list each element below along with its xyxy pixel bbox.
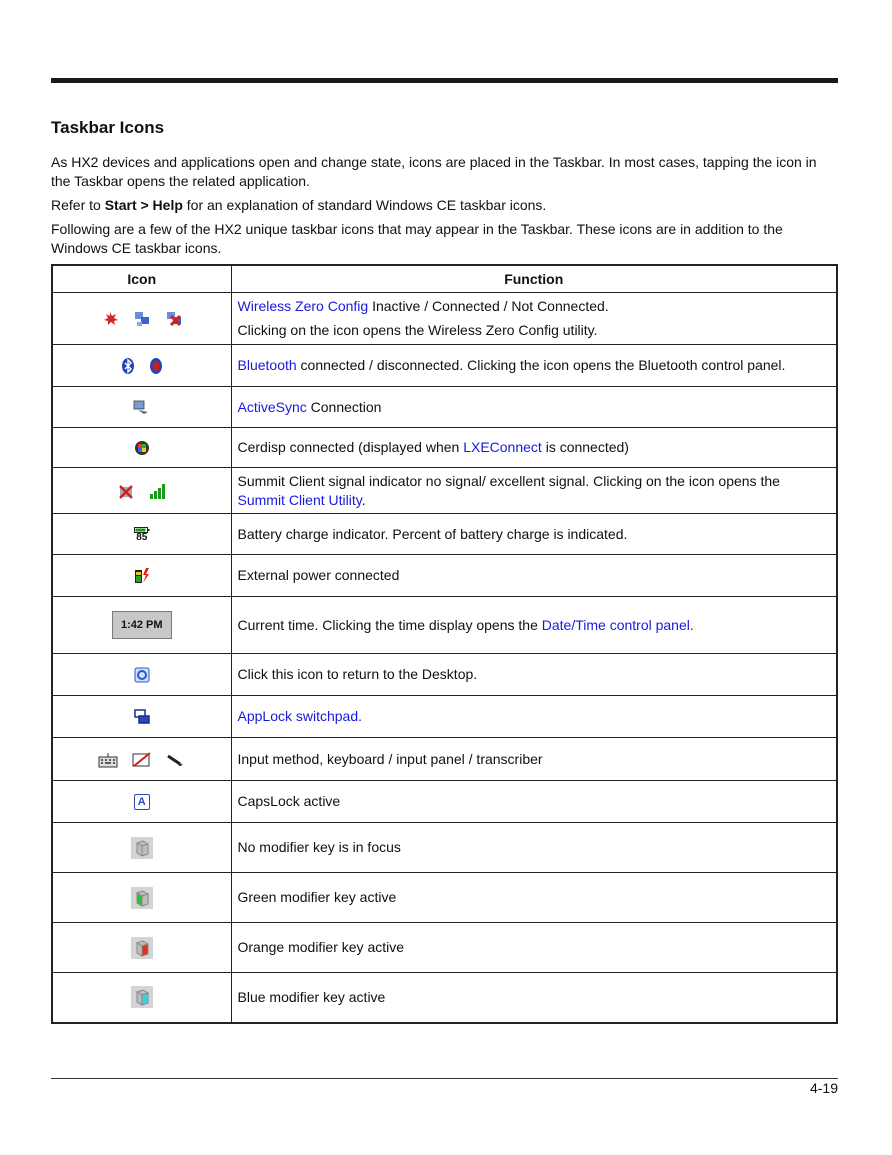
refer-text: Refer to [51, 197, 105, 213]
following-paragraph: Following are a few of the HX2 unique taskbar icons that may appear in the Taskbar. These icons are in addition to the Windows CE taskbar icons. [51, 221, 783, 256]
refer-paragraph [51, 196, 838, 215]
capslock-icon: A [134, 794, 150, 810]
bluetooth-link[interactable]: Bluetooth [237, 357, 297, 373]
function-text-end: is connected) [541, 439, 629, 455]
function-text: Summit Client signal indicator no signal/ excellent signal. Clicking on the icon opens the [237, 472, 780, 489]
summit-excellent-signal-icon [149, 482, 167, 500]
table-row [52, 823, 837, 873]
refer-text-end: for an explanation of standard Windows CE taskbar icons. [182, 197, 547, 213]
clock-display[interactable]: 1:42 PM [112, 611, 172, 639]
transcriber-icon[interactable] [166, 752, 186, 768]
table-row [52, 873, 837, 923]
function-text: Cerdisp connected (displayed when [237, 439, 464, 455]
battery-charge-icon [134, 527, 150, 543]
start-help-label: Start > Help [104, 197, 183, 213]
function-text: CapsLock active [231, 781, 837, 823]
function-text: Inactive / Connected / Not Connected. [368, 298, 609, 314]
orange-modifier-key-icon [131, 937, 153, 959]
summit-client-link[interactable]: Summit Client Utility [237, 491, 362, 508]
function-text: Current time. Clicking the time display opens the [237, 616, 542, 633]
page-title: Taskbar Icons [51, 118, 165, 137]
input-panel-icon[interactable] [132, 752, 152, 768]
table-row [52, 923, 837, 973]
table-row [52, 973, 837, 1023]
function-text: Input method, keyboard / input panel / transcriber [231, 738, 837, 781]
table-row [52, 428, 837, 468]
function-text: connected / disconnected. Clicking the icon opens the Bluetooth control panel. [296, 357, 786, 373]
table-row [52, 597, 837, 654]
activesync-link[interactable]: ActiveSync [237, 398, 307, 415]
battery-percent: 85 [136, 531, 148, 543]
function-text-end: . [361, 491, 366, 508]
page-number: 4-19 [809, 1080, 838, 1096]
cerdisp-icon [133, 439, 151, 457]
keyboard-icon[interactable] [98, 752, 118, 768]
lxeconnect-link[interactable]: LXEConnect [463, 439, 542, 455]
function-text: Orange modifier key active [231, 923, 837, 973]
top-rule [51, 78, 838, 83]
wzc-inactive-icon [101, 310, 119, 328]
table-row [52, 514, 837, 555]
table-row [52, 555, 837, 597]
blue-modifier-key-icon [131, 986, 153, 1008]
taskbar-icons-table [51, 264, 838, 1024]
wzc-not-connected-icon [165, 310, 183, 328]
table-row [52, 696, 837, 738]
function-text: Connection [306, 398, 382, 415]
table-header-row [52, 265, 837, 293]
footer-rule [51, 1078, 838, 1079]
table-row [52, 293, 837, 345]
bluetooth-connected-icon [121, 357, 135, 375]
function-text: No modifier key is in focus [231, 823, 837, 873]
green-modifier-key-icon [131, 887, 153, 909]
summit-no-signal-icon [117, 482, 135, 500]
table-row [52, 738, 837, 781]
function-text: Battery charge indicator. Percent of battery charge is indicated. [231, 514, 837, 555]
header-function: Function [231, 265, 837, 293]
table-row [52, 654, 837, 696]
function-text: External power connected [231, 555, 837, 597]
wzc-link[interactable]: Wireless Zero Config [237, 298, 369, 314]
no-modifier-key-icon [131, 837, 153, 859]
intro-paragraph: As HX2 devices and applications open and change state, icons are placed in the Taskbar. In most cases, tapping the icon in the Taskbar opens the related application. [51, 154, 817, 189]
header-icon: Icon [52, 265, 231, 293]
external-power-icon [133, 567, 151, 585]
activesync-icon [132, 398, 152, 416]
desktop-icon[interactable] [133, 666, 151, 684]
table-row [52, 468, 837, 514]
applock-switchpad-icon[interactable] [133, 708, 151, 726]
table-row [52, 781, 837, 823]
function-text-line2: Clicking on the icon opens the Wireless Zero Config utility. [237, 322, 598, 338]
datetime-link[interactable]: Date/Time control panel. [541, 616, 694, 633]
function-text: Click this icon to return to the Desktop. [231, 654, 837, 696]
table-row [52, 345, 837, 387]
applock-link[interactable]: AppLock switchpad. [237, 708, 363, 724]
wzc-connected-icon [133, 310, 151, 328]
function-text: Green modifier key active [231, 873, 837, 923]
table-row [52, 387, 837, 428]
bluetooth-disconnected-icon [149, 357, 163, 375]
function-text: Blue modifier key active [231, 973, 837, 1023]
